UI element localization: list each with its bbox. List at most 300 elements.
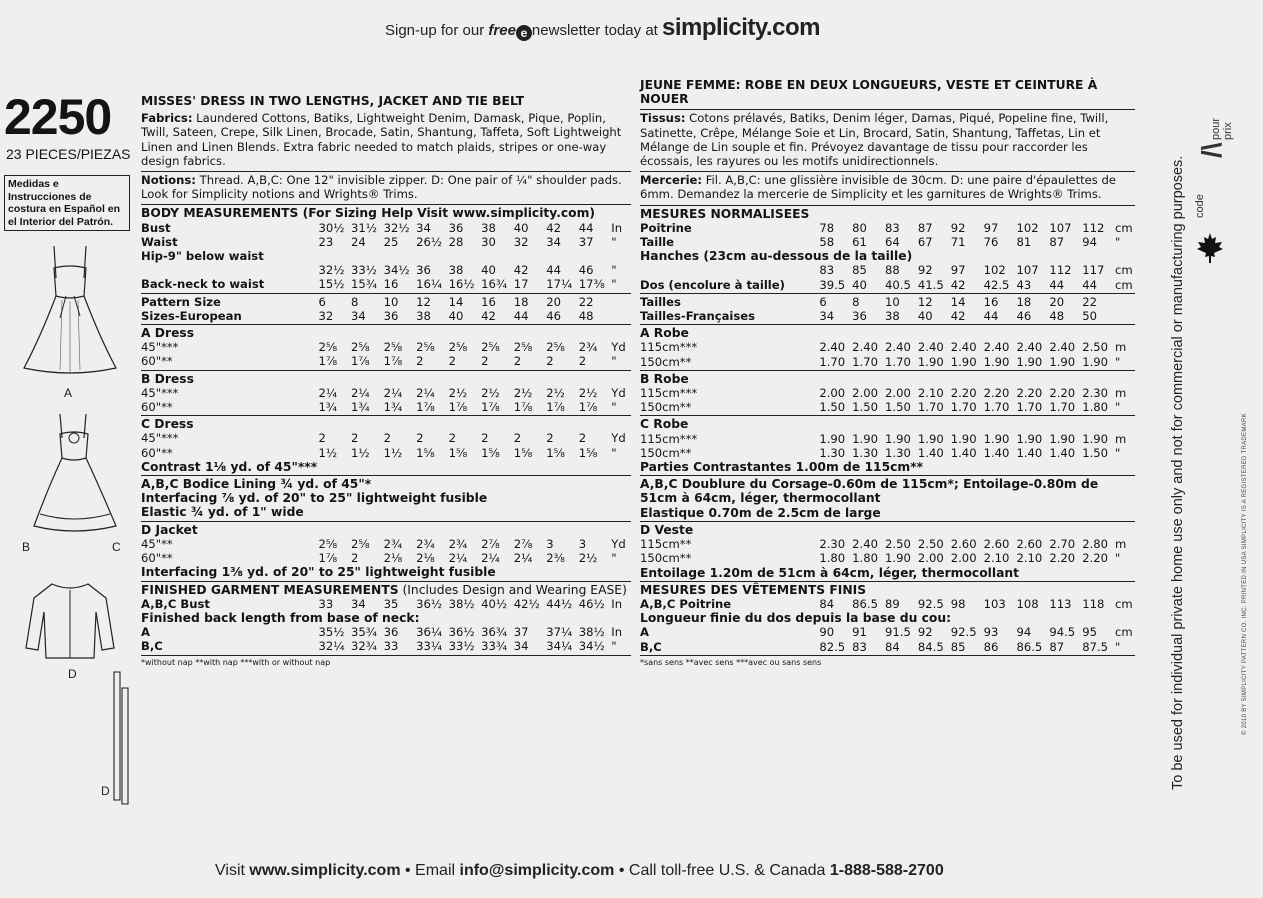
table-cell: In	[611, 220, 623, 235]
table-cell: 1⅞	[416, 400, 435, 415]
table-cell: 1.90	[950, 431, 977, 446]
notions-text: Notions: Thread. A,B,C: One 12" invisible zipper. D: One pair of ¼" shoulder pads. Look for Simplicity notions and Wrights® Trims.	[141, 173, 622, 202]
table-row	[640, 278, 1135, 292]
table-cell: cm	[1115, 596, 1133, 611]
table-cell: 48	[578, 308, 594, 323]
table-cell: "	[611, 277, 617, 292]
table-cell: 2.10	[1016, 551, 1043, 566]
table-cell: 16¼	[416, 277, 443, 292]
table-cell: 2.10	[983, 551, 1010, 566]
robe-a-metrage	[640, 340, 1135, 368]
table-cell: 1.70	[1049, 400, 1076, 415]
table-cell: 14	[950, 294, 966, 309]
table-row	[141, 354, 631, 368]
table-cell: 36	[383, 625, 399, 640]
table-cell: 22	[1082, 294, 1097, 309]
footer-phone[interactable]: 1-888-588-2700	[829, 862, 944, 879]
table-cell: 2.40	[852, 537, 878, 552]
table-cell: 97	[983, 220, 999, 235]
table-row	[141, 221, 631, 235]
row-label: Bust	[141, 220, 171, 235]
view-label-b: B	[22, 540, 31, 554]
table-cell: 58	[819, 235, 835, 250]
table-cell: 1.50	[885, 400, 911, 415]
table-cell: In	[611, 625, 623, 640]
table-cell	[449, 249, 482, 263]
table-cell: 32½	[383, 220, 410, 235]
row-label: 45"***	[141, 431, 179, 446]
table-cell: 48	[1049, 309, 1065, 324]
table-cell: 1.80	[852, 551, 878, 566]
table-row	[141, 277, 631, 291]
table-cell: 2¼	[383, 385, 403, 400]
table-cell: 2¼	[318, 385, 338, 400]
table-cell: 1.70	[852, 354, 878, 369]
table-cell: 20	[1049, 294, 1065, 309]
table-cell	[384, 249, 417, 263]
table-cell: 34	[351, 596, 366, 611]
table-cell: 76	[983, 235, 999, 250]
table-cell: 112	[1082, 220, 1105, 235]
row-label: A	[141, 625, 150, 640]
table-cell: 1.90	[983, 354, 1010, 369]
table-cell: 14	[448, 294, 464, 309]
table-cell: 92	[917, 263, 933, 278]
table-cell	[1115, 309, 1135, 323]
table-cell: 42	[950, 309, 966, 324]
finished-measurements-heading: FINISHED GARMENT MEASUREMENTS (Includes Design and Wearing EASE)	[141, 582, 627, 597]
price-code-mark: /\	[1196, 142, 1227, 158]
table-cell: 1.40	[950, 445, 977, 460]
mesures-table	[640, 221, 1135, 249]
table-cell: 2.40	[1049, 340, 1076, 355]
table-cell: 2¼	[448, 551, 468, 566]
table-cell: 61	[852, 235, 867, 250]
table-cell: 2¾	[448, 536, 468, 551]
newsletter-banner[interactable]	[385, 14, 820, 42]
table-cell: 81	[1016, 235, 1032, 250]
table-row	[141, 597, 631, 611]
table-cell: 2½	[513, 385, 533, 400]
table-cell: 2⅝	[481, 340, 500, 355]
table-cell: 31½	[351, 220, 378, 235]
row-label: Poitrine	[640, 220, 692, 235]
row-label: Waist	[141, 234, 178, 249]
usage-notice: To be used for individual private home use only and not for commercial or manufacturing purposes.	[1170, 155, 1186, 790]
finished-length-table	[141, 625, 631, 653]
finis-heading: MESURES DES VÊTEMENTS FINIS	[640, 582, 867, 597]
table-cell: Yd	[611, 340, 626, 355]
veste-d-metrage	[640, 537, 1135, 565]
table-cell: 1⅝	[448, 445, 468, 460]
table-cell: cm	[1115, 625, 1133, 640]
table-cell: 33½	[448, 639, 475, 654]
table-cell: 34	[513, 639, 529, 654]
table-cell: 40	[481, 263, 496, 278]
table-cell: "	[611, 354, 617, 369]
table-cell: 44½	[546, 596, 573, 611]
table-cell: 42	[513, 263, 529, 278]
table-cell	[1115, 295, 1135, 309]
table-cell: 1.70	[917, 400, 944, 415]
table-cell: 2¼	[416, 385, 435, 400]
table-cell: 40	[513, 220, 529, 235]
table-cell: 30½	[318, 220, 345, 235]
lining-line: A,B,C Bodice Lining ¾ yd. of 45"*	[141, 477, 372, 492]
table-cell: 24	[351, 234, 366, 249]
dress-bc-sketch	[24, 408, 124, 538]
pattern-size-table	[141, 295, 631, 323]
price-code: code /\ pour prix	[1194, 117, 1234, 218]
row-label: 150cm**	[640, 354, 692, 369]
table-cell: 2⅜	[546, 551, 565, 566]
table-cell: 1⅝	[546, 445, 565, 460]
table-cell: 2.00	[950, 551, 977, 566]
banner-free: free	[488, 22, 516, 39]
table-cell: 2.40	[950, 340, 977, 355]
table-cell: 92	[917, 625, 933, 640]
table-cell: 36½	[416, 596, 443, 611]
table-cell: "	[611, 639, 617, 654]
table-cell: 1.50	[852, 400, 878, 415]
row-label: Pattern Size	[141, 294, 221, 309]
table-cell: 94	[1082, 235, 1097, 250]
table-cell: 1.50	[1082, 445, 1109, 460]
table-cell: 84.5	[917, 639, 944, 654]
table-cell: 2¼	[351, 385, 370, 400]
table-cell: 42½	[513, 596, 540, 611]
english-title: MISSES' DRESS IN TWO LENGTHS, JACKET AND TIE BELT	[141, 94, 525, 108]
table-cell: 25	[383, 234, 399, 249]
table-cell: 42.5	[983, 277, 1010, 292]
fabrics-text: Fabrics: Laundered Cottons, Batiks, Lightweight Denim, Damask, Pique, Poplin, Twill, Sateen, Crepe, Silk Linen, Brocade, Satin, Shantung, Taffeta, Soft Lightweight Linen and Linen Blends. Extra fabric needed to match plaids, stripes or one-way design fabrics.	[141, 111, 622, 168]
table-cell: 1⅞	[578, 400, 598, 415]
table-cell: "	[611, 551, 617, 566]
table-cell: 95	[1082, 625, 1097, 640]
table-cell: 1½	[383, 445, 403, 460]
robe-b-metrage	[640, 386, 1135, 414]
table-cell: 32	[318, 308, 334, 323]
table-row	[640, 295, 1135, 309]
table-cell: 2⅝	[318, 340, 338, 355]
table-cell	[611, 309, 631, 323]
table-row	[141, 446, 631, 460]
table-cell: 82.5	[819, 639, 846, 654]
table-row	[640, 221, 1135, 235]
table-cell: 113	[1049, 596, 1072, 611]
table-cell: 86.5	[852, 596, 878, 611]
table-cell	[611, 249, 631, 263]
table-cell: 1.90	[917, 431, 944, 446]
table-cell: 2	[448, 354, 457, 369]
dress-a-heading: A Dress	[141, 326, 195, 341]
robe-c-metrage	[640, 432, 1135, 460]
table-cell: 83	[819, 263, 835, 278]
table-cell: 15½	[318, 277, 345, 292]
table-cell: 2.50	[917, 537, 944, 552]
table-cell: 98	[950, 596, 966, 611]
table-cell: 36¾	[481, 625, 508, 640]
table-cell: 67	[917, 235, 933, 250]
table-cell: 2⅝	[448, 340, 468, 355]
view-label-c: C	[112, 540, 121, 554]
table-cell: 2.00	[885, 386, 911, 401]
table-cell: 28	[448, 234, 464, 249]
table-cell: "	[1115, 354, 1121, 369]
table-cell: 36	[852, 309, 867, 324]
table-cell: 36	[383, 308, 399, 323]
table-cell: 2⅝	[416, 340, 435, 355]
table-cell: 1⅞	[481, 400, 500, 415]
table-cell: 17	[513, 277, 529, 292]
table-cell: 1.90	[950, 354, 977, 369]
table-cell: 40.5	[885, 277, 911, 292]
table-cell: 2.20	[983, 386, 1010, 401]
row-label: 45"**	[141, 536, 173, 551]
table-cell: 1⅝	[481, 445, 500, 460]
table-cell: 46	[1016, 309, 1032, 324]
table-cell: 89	[885, 596, 900, 611]
table-cell: 18	[1016, 294, 1032, 309]
table-cell: 1.80	[1082, 400, 1109, 415]
spanish-note: Medidas e Instrucciones de costura en Español en el Interior del Patrón.	[4, 175, 130, 231]
table-cell: 10	[383, 294, 399, 309]
table-row	[640, 640, 1135, 654]
table-cell: 1.80	[819, 551, 846, 566]
maple-leaf-icon	[1196, 232, 1224, 264]
table-cell: 2	[481, 431, 489, 446]
table-cell: 1½	[318, 445, 338, 460]
table-cell: 37¼	[546, 625, 573, 640]
table-cell: 1.30	[852, 445, 878, 460]
table-cell: 1.70	[983, 400, 1010, 415]
table-cell: 2.60	[983, 537, 1010, 552]
table-cell: cm	[1115, 277, 1133, 292]
table-cell: 16½	[448, 277, 475, 292]
table-cell: 1.90	[885, 551, 911, 566]
table-cell: 2.40	[917, 340, 944, 355]
table-cell: 94.5	[1049, 625, 1076, 640]
table-cell: 15¾	[351, 277, 378, 292]
view-label-d: D	[68, 667, 77, 681]
row-label: 115cm***	[640, 340, 698, 355]
finis-longueur-table	[640, 625, 1135, 653]
table-cell: 2.20	[1082, 551, 1109, 566]
table-cell: Yd	[611, 536, 626, 551]
table-cell: 41.5	[917, 277, 944, 292]
table-cell: 42	[481, 308, 496, 323]
row-label: B,C	[141, 639, 163, 654]
dress-b-heading: B Dress	[141, 371, 194, 386]
table-row	[640, 235, 1135, 249]
table-cell: 10	[885, 294, 900, 309]
footer-email-link[interactable]: info@simplicity.com	[459, 862, 615, 879]
table-cell: 2.00	[852, 386, 878, 401]
robe-b-heading: B Robe	[640, 371, 689, 386]
table-row	[640, 551, 1135, 565]
mesures-table-2	[640, 263, 1135, 291]
table-row	[141, 263, 631, 277]
veste-d-heading: D Veste	[640, 522, 694, 537]
table-cell: 36½	[448, 625, 475, 640]
table-cell: 16	[481, 294, 496, 309]
table-cell: 2⅝	[383, 340, 403, 355]
table-cell: 2.10	[917, 386, 944, 401]
table-cell: 2⅝	[351, 340, 370, 355]
table-cell: 34½	[578, 639, 605, 654]
table-row	[141, 249, 631, 263]
table-cell: "	[1115, 400, 1121, 415]
table-cell: 2.50	[885, 537, 911, 552]
table-cell: 42	[950, 277, 966, 292]
table-cell: 44	[513, 308, 529, 323]
banner-site[interactable]: simplicity.com	[662, 14, 820, 41]
footer-website-link[interactable]: www.simplicity.com	[249, 862, 401, 879]
table-row	[141, 309, 631, 323]
table-cell: 2	[416, 431, 424, 446]
table-cell: 1.70	[1016, 400, 1043, 415]
table-cell: 94	[1016, 625, 1032, 640]
table-cell: 1⅞	[383, 354, 403, 369]
table-cell: 2.70	[1049, 537, 1076, 552]
table-cell: 46	[578, 263, 594, 278]
table-cell: 44	[578, 220, 594, 235]
table-row	[141, 551, 631, 565]
body-measurements-heading: BODY MEASUREMENTS (For Sizing Help Visit www.simplicity.com)	[141, 206, 596, 221]
table-cell: 102	[1016, 220, 1039, 235]
table-cell: 44	[983, 309, 999, 324]
table-cell: 44	[1082, 277, 1097, 292]
table-cell: 20	[546, 294, 561, 309]
table-cell: 38½	[578, 625, 605, 640]
table-cell	[351, 249, 384, 263]
table-cell: 87	[917, 220, 933, 235]
table-cell: "	[1115, 551, 1121, 566]
contrast-line: Contrast 1⅛ yd. of 45"***	[141, 459, 318, 474]
table-cell: 1.40	[983, 445, 1010, 460]
table-cell: 86	[983, 639, 999, 654]
table-cell: 44	[546, 263, 561, 278]
table-cell: 80	[852, 220, 867, 235]
robe-c-heading: C Robe	[640, 417, 689, 432]
table-cell: 40½	[481, 596, 508, 611]
table-cell: 32½	[318, 263, 345, 278]
table-cell: 91.5	[885, 625, 911, 640]
table-cell: "	[611, 400, 617, 415]
table-cell: 2⅞	[513, 536, 533, 551]
table-cell: 1⅞	[513, 400, 533, 415]
table-cell: 2	[578, 431, 587, 446]
jacket-interfacing-line: Interfacing 1⅜ yd. of 20" to 25" lightweight fusible	[141, 565, 496, 580]
table-cell: 64	[885, 235, 900, 250]
table-cell: 2¾	[578, 340, 598, 355]
table-cell: 2	[383, 431, 391, 446]
table-cell: 85	[950, 639, 966, 654]
table-cell	[481, 249, 514, 263]
table-cell: 43	[1016, 277, 1032, 292]
table-cell: 2.40	[852, 340, 878, 355]
table-cell: 83	[852, 639, 867, 654]
row-label: 150cm**	[640, 445, 692, 460]
row-label: Taille	[640, 235, 675, 250]
table-cell: 2½	[546, 385, 565, 400]
table-cell: 2.40	[819, 340, 846, 355]
table-row	[640, 340, 1135, 354]
table-cell: 37	[513, 625, 529, 640]
table-cell: 8	[852, 294, 860, 309]
table-row	[141, 625, 631, 639]
table-cell: 1⅞	[546, 400, 565, 415]
table-row	[640, 625, 1135, 639]
table-cell: 1.90	[1082, 354, 1109, 369]
table-cell: 2.60	[1016, 537, 1043, 552]
table-cell: 1¾	[383, 400, 403, 415]
table-cell: m	[1115, 537, 1127, 552]
table-cell: 88	[885, 263, 900, 278]
table-row	[640, 400, 1135, 414]
table-cell: 1⅝	[416, 445, 435, 460]
table-cell: 2.20	[950, 386, 977, 401]
table-cell: 36¼	[416, 625, 443, 640]
finis-poitrine-table	[640, 597, 1135, 611]
row-label: A	[640, 625, 649, 640]
table-row	[141, 431, 631, 445]
table-row	[640, 597, 1135, 611]
table-row	[640, 537, 1135, 551]
table-cell: 2	[546, 431, 554, 446]
view-label-d-belt: D	[101, 784, 110, 798]
table-cell: 44	[1049, 277, 1065, 292]
table-cell: 85	[852, 263, 867, 278]
table-cell: 38	[448, 263, 464, 278]
row-label: A,B,C Poitrine	[640, 596, 732, 611]
table-cell: 107	[1016, 263, 1039, 278]
row-label: Dos (encolure à taille)	[640, 277, 785, 292]
table-cell: 1.70	[950, 400, 977, 415]
row-label: 115cm**	[640, 537, 692, 552]
table-cell: 83	[885, 220, 900, 235]
jacket-d-yardage	[141, 537, 631, 565]
table-cell: 12	[416, 294, 431, 309]
table-cell: 1.90	[1016, 354, 1043, 369]
table-cell: Yd	[611, 431, 626, 446]
table-cell: "	[1115, 639, 1121, 654]
row-label: 115cm***	[640, 386, 698, 401]
hanches-label: Hanches (23cm au-dessous de la taille)	[640, 249, 913, 264]
table-cell: 34	[416, 220, 431, 235]
table-cell: 2.60	[950, 537, 977, 552]
table-cell: 34	[351, 308, 366, 323]
table-cell: 1.90	[1016, 431, 1043, 446]
table-cell: 17¼	[546, 277, 573, 292]
table-cell: 84	[819, 596, 835, 611]
table-cell: 38	[885, 309, 900, 324]
english-column	[141, 94, 631, 668]
table-cell: 16¾	[481, 277, 508, 292]
table-cell	[514, 249, 547, 263]
table-cell	[579, 249, 612, 263]
table-cell: 1⅞	[351, 354, 370, 369]
table-cell: 2	[416, 354, 424, 369]
table-cell: 2.30	[1082, 386, 1109, 401]
dress-a-sketch	[10, 238, 130, 378]
table-cell: 34	[546, 234, 561, 249]
row-label: 60"**	[141, 354, 173, 369]
contact-footer: Visit www.simplicity.com • Email info@simplicity.com • Call toll-free U.S. & Canada 1-888-588-2700	[215, 862, 944, 879]
table-cell: 2	[513, 354, 522, 369]
jacket-d-heading: D Jacket	[141, 522, 198, 537]
table-cell: 23	[318, 234, 334, 249]
